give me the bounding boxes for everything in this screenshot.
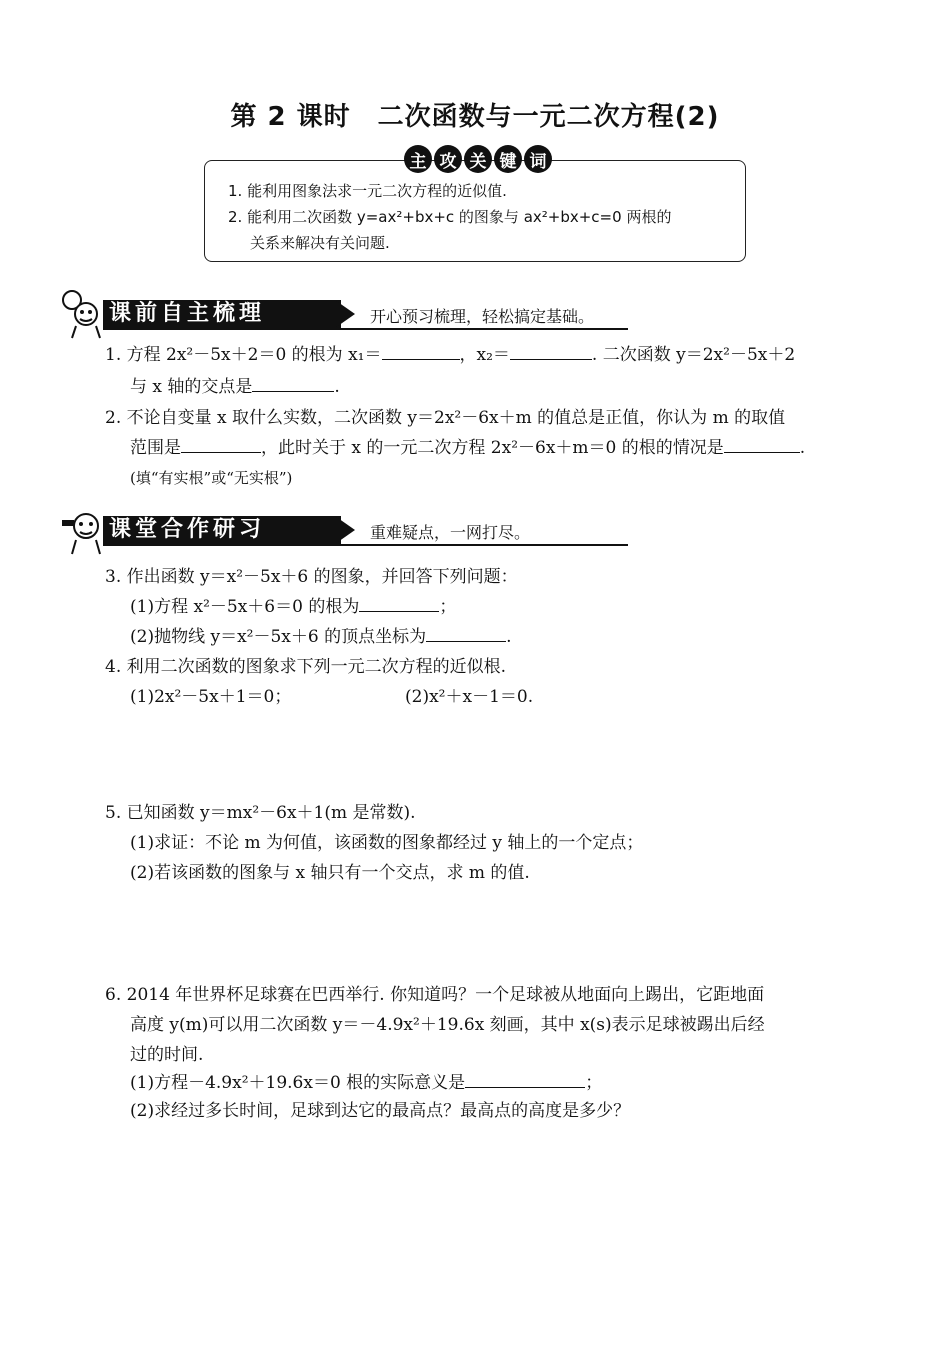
problem-6-line-3: 过的时间. [130,1045,204,1065]
problem-2-line-1: 2. 不论自变量 x 取什么实数，二次函数 y＝2x²－6x＋m 的值总是正值，你认为 m 的取值 [105,408,786,428]
problem-6-line-1: 6. 2014 年世界杯足球赛在巴西举行. 你知道吗？一个足球被从地面向上踢出，它距地面 [105,985,765,1005]
badge-char: 键 [494,145,522,173]
section-header-preview [58,288,658,330]
badge-char: 词 [524,145,552,173]
answer-blank[interactable] [382,341,460,360]
section-title: 课前自主梳理 [103,300,341,328]
answer-blank[interactable] [359,593,439,612]
problem-1-line-1: 1. 方程 2x²－5x＋2＝0 的根为 x₁＝ ，x₂＝ . 二次函数 y＝2x²－5x＋2 [105,340,795,370]
page-title: 第 2 课时 二次函数与一元二次方程(2) [230,102,720,132]
answer-blank[interactable] [510,341,592,360]
badge-char: 主 [404,145,432,173]
answer-blank[interactable] [181,434,261,453]
problem-3-part-1: (1)方程 x²－5x＋6＝0 的根为 ； [130,592,456,622]
answer-blank[interactable] [465,1069,585,1088]
objective-2: 2. 能利用二次函数 y=ax²+bx+c 的图象与 ax²+bx+c=0 两根的 [228,208,672,226]
section-underline [103,544,628,546]
objective-1: 1. 能利用图象法求一元二次方程的近似值. [228,182,507,200]
problem-5: 5. 已知函数 y＝mx²－6x＋1(m 是常数). [105,803,416,823]
answer-blank[interactable] [724,434,800,453]
objective-2-cont: 关系来解决有关问题. [250,234,390,252]
problem-4-part-1: (1)2x²－5x＋1＝0； [130,687,292,707]
problem-6-part-1: (1)方程－4.9x²＋19.6x＝0 根的实际意义是 ； [130,1068,602,1098]
objectives-badge [404,145,552,175]
problem-5-part-2: (2)若该函数的图象与 x 轴只有一个交点，求 m 的值. [130,863,530,883]
problem-1-line-2: 与 x 轴的交点是 . [130,372,340,402]
problem-3: 3. 作出函数 y＝x²－5x＋6 的图象，并回答下列问题： [105,567,518,587]
section-header-classwork [58,504,658,546]
section-title: 课堂合作研习 [103,516,341,544]
problem-4: 4. 利用二次函数的图象求下列一元二次方程的近似根. [105,657,507,677]
problem-2-line-2: 范围是 ，此时关于 x 的一元二次方程 2x²－6x＋m＝0 的根的情况是 . [130,433,805,463]
badge-char: 关 [464,145,492,173]
section-motto: 开心预习梳理，轻松搞定基础。 [370,307,595,326]
problem-6-part-2: (2)求经过多长时间，足球到达它的最高点？最高点的高度是多少？ [130,1101,631,1121]
problem-4-part-2: (2)x²＋x－1＝0. [405,687,534,707]
problem-6-line-2: 高度 y(m)可以用二次函数 y＝－4.9x²＋19.6x 刻画，其中 x(s)表示足球被踢出后经 [130,1015,765,1035]
problem-2-hint: (填“有实根”或“无实根”) [130,469,293,487]
section-underline [103,328,628,330]
section-arrow [335,300,355,328]
section-arrow [335,516,355,544]
badge-char: 攻 [434,145,462,173]
problem-5-part-1: (1)求证：不论 m 为何值，该函数的图象都经过 y 轴上的一个定点； [130,833,644,853]
answer-blank[interactable] [252,373,334,392]
answer-blank[interactable] [426,623,506,642]
section-motto: 重难疑点，一网打尽。 [370,523,531,542]
problem-3-part-2: (2)抛物线 y＝x²－5x＋6 的顶点坐标为 . [130,622,512,652]
